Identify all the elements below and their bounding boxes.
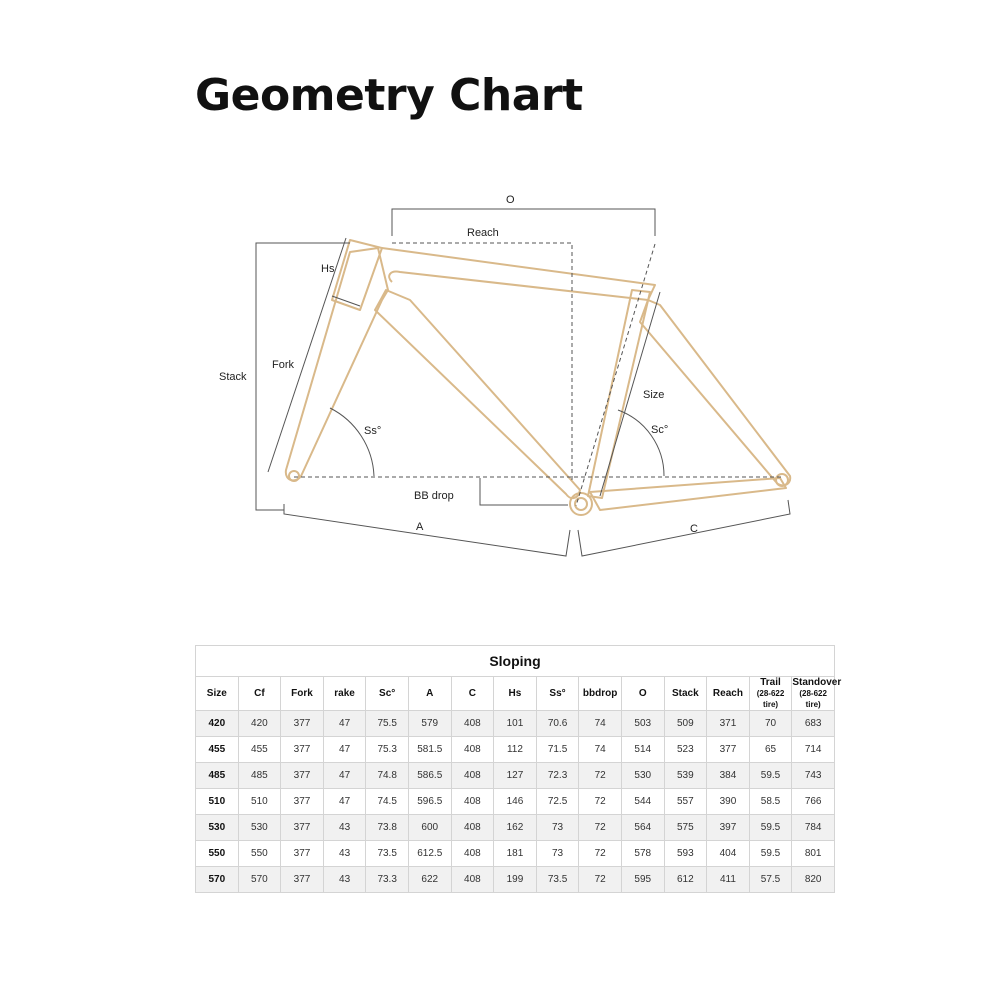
table-cell: 57.5 [749, 867, 792, 893]
table-cell: 801 [792, 841, 835, 867]
column-header: Cf [238, 677, 281, 711]
table-cell: 579 [408, 711, 451, 737]
table-cell: 377 [281, 737, 324, 763]
table-cell: 510 [196, 789, 239, 815]
table-cell: 43 [323, 867, 366, 893]
table-cell: 530 [196, 815, 239, 841]
table-cell: 72 [579, 841, 622, 867]
table-cell: 72.5 [536, 789, 579, 815]
table-cell: 74 [579, 711, 622, 737]
table-cell: 404 [707, 841, 750, 867]
table-cell: 570 [238, 867, 281, 893]
table-cell: 181 [494, 841, 537, 867]
table-cell: 420 [238, 711, 281, 737]
table-body [196, 711, 835, 893]
table-cell: 58.5 [749, 789, 792, 815]
table-cell: 70.6 [536, 711, 579, 737]
label-size: Size [643, 389, 665, 401]
table-cell: 612.5 [408, 841, 451, 867]
table-cell: 377 [281, 867, 324, 893]
label-o: O [506, 194, 515, 206]
table-cell: 146 [494, 789, 537, 815]
table-cell: 377 [281, 763, 324, 789]
table-cell: 377 [281, 841, 324, 867]
table-cell: 127 [494, 763, 537, 789]
table-cell: 455 [238, 737, 281, 763]
table-cell: 510 [238, 789, 281, 815]
table-cell: 766 [792, 789, 835, 815]
ss-angle-arc [330, 408, 374, 476]
table-cell: 408 [451, 789, 494, 815]
label-a: A [416, 521, 424, 533]
table-cell: 455 [196, 737, 239, 763]
column-header: C [451, 677, 494, 711]
table-cell: 72 [579, 815, 622, 841]
table-row [196, 763, 835, 789]
table-header-row [196, 677, 835, 711]
table-cell: 408 [451, 711, 494, 737]
table-cell: 72 [579, 763, 622, 789]
table-heading: Sloping [196, 646, 835, 677]
table-cell: 73.8 [366, 815, 409, 841]
table-cell: 683 [792, 711, 835, 737]
table-cell: 390 [707, 789, 750, 815]
table-cell: 586.5 [408, 763, 451, 789]
table-cell: 557 [664, 789, 707, 815]
table-cell: 714 [792, 737, 835, 763]
table-cell: 74.5 [366, 789, 409, 815]
table-cell: 622 [408, 867, 451, 893]
table-cell: 820 [792, 867, 835, 893]
table-cell: 600 [408, 815, 451, 841]
table-cell: 570 [196, 867, 239, 893]
column-header: Standover (28-622 tire) [792, 677, 842, 709]
table-cell: 74 [579, 737, 622, 763]
sc-angle-arc [618, 410, 664, 476]
table-cell: 530 [238, 815, 281, 841]
table-cell: 43 [323, 841, 366, 867]
table-cell: 411 [707, 867, 750, 893]
bike-frame [286, 240, 790, 515]
table-cell: 73.5 [366, 841, 409, 867]
table-cell: 564 [621, 815, 664, 841]
table-cell: 65 [749, 737, 792, 763]
column-header: Hs [494, 677, 537, 711]
table-cell: 408 [451, 867, 494, 893]
table-cell: 408 [451, 763, 494, 789]
table-cell: 73 [536, 841, 579, 867]
label-bb-drop: BB drop [414, 490, 454, 502]
table-cell: 72 [579, 867, 622, 893]
label-ss: Ss° [364, 425, 382, 437]
table-cell: 581.5 [408, 737, 451, 763]
column-header: Trail (28-622 tire) [749, 677, 792, 711]
column-header: Sc° [366, 677, 409, 711]
column-header: Reach [707, 677, 750, 711]
table-cell: 75.3 [366, 737, 409, 763]
table-row [196, 867, 835, 893]
column-header: bbdrop [579, 677, 622, 711]
table-cell: 59.5 [749, 763, 792, 789]
table-cell: 72.3 [536, 763, 579, 789]
table-cell: 509 [664, 711, 707, 737]
geometry-table [195, 645, 842, 893]
dimension-lines [256, 209, 790, 556]
table-cell: 420 [196, 711, 239, 737]
label-c: C [690, 523, 698, 535]
table-row [196, 841, 835, 867]
o-dimension [392, 209, 655, 236]
table-cell: 47 [323, 737, 366, 763]
table-cell: 596.5 [408, 789, 451, 815]
table-cell: 544 [621, 789, 664, 815]
page-title: Geometry Chart [195, 70, 583, 121]
table-cell: 199 [494, 867, 537, 893]
label-hs: Hs [321, 263, 335, 275]
table-cell: 377 [281, 815, 324, 841]
table-cell: 73.3 [366, 867, 409, 893]
table-cell: 485 [196, 763, 239, 789]
table-cell: 59.5 [749, 841, 792, 867]
bottom-bracket [570, 493, 592, 515]
table-cell: 784 [792, 815, 835, 841]
table-cell: 530 [621, 763, 664, 789]
table-cell: 74.8 [366, 763, 409, 789]
table-row [196, 815, 835, 841]
table-cell: 47 [323, 763, 366, 789]
table-cell: 75.5 [366, 711, 409, 737]
table-row [196, 789, 835, 815]
table-cell: 514 [621, 737, 664, 763]
table-cell: 70 [749, 711, 792, 737]
table-cell: 595 [621, 867, 664, 893]
table-row [196, 737, 835, 763]
column-header: rake [323, 677, 366, 711]
table-cell: 162 [494, 815, 537, 841]
table-cell: 377 [707, 737, 750, 763]
table-cell: 612 [664, 867, 707, 893]
column-header: Size [196, 677, 239, 711]
table-cell: 593 [664, 841, 707, 867]
chain-stay [590, 478, 786, 510]
table-cell: 72 [579, 789, 622, 815]
table-cell: 377 [281, 711, 324, 737]
table-cell: 539 [664, 763, 707, 789]
table-cell: 377 [281, 789, 324, 815]
column-header: Stack [664, 677, 707, 711]
label-stack: Stack [219, 371, 247, 383]
column-header: Fork [281, 677, 324, 711]
table-cell: 112 [494, 737, 537, 763]
top-tube [382, 248, 655, 300]
label-fork: Fork [272, 359, 294, 371]
reach-dimension [392, 243, 572, 480]
table-cell: 43 [323, 815, 366, 841]
table-cell: 59.5 [749, 815, 792, 841]
table-cell: 408 [451, 737, 494, 763]
label-sc: Sc° [651, 424, 669, 436]
table-cell: 550 [238, 841, 281, 867]
table-cell: 503 [621, 711, 664, 737]
table-cell: 578 [621, 841, 664, 867]
column-header: Ss° [536, 677, 579, 711]
table-cell: 408 [451, 815, 494, 841]
table-cell: 73.5 [536, 867, 579, 893]
down-tube [375, 290, 580, 498]
table-cell: 550 [196, 841, 239, 867]
table-cell: 408 [451, 841, 494, 867]
table-cell: 485 [238, 763, 281, 789]
table-cell: 47 [323, 711, 366, 737]
table-cell: 384 [707, 763, 750, 789]
table-cell: 47 [323, 789, 366, 815]
table-cell: 575 [664, 815, 707, 841]
table-row [196, 711, 835, 737]
table-cell: 371 [707, 711, 750, 737]
column-header: O [621, 677, 664, 711]
table-cell: 397 [707, 815, 750, 841]
table-cell: 73 [536, 815, 579, 841]
a-dimension [284, 504, 570, 556]
column-header: A [408, 677, 451, 711]
table-cell: 743 [792, 763, 835, 789]
table-cell: 71.5 [536, 737, 579, 763]
table-cell: 101 [494, 711, 537, 737]
label-reach: Reach [467, 227, 499, 239]
table-cell: 523 [664, 737, 707, 763]
